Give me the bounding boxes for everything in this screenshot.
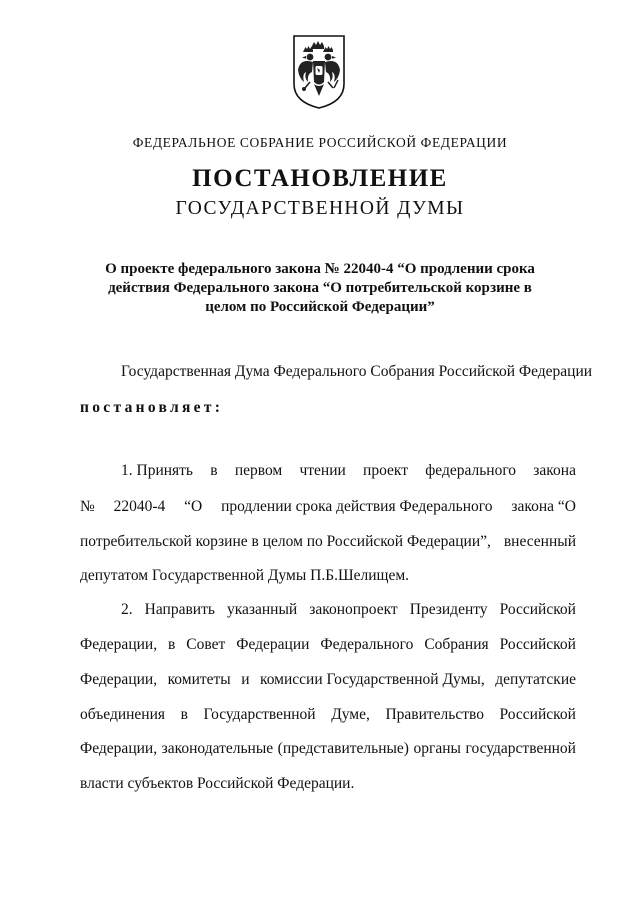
word: государственной (465, 740, 576, 757)
word: продлении срока действия Федерального (221, 498, 493, 515)
word: Направить (144, 601, 215, 618)
word: Федерации (236, 636, 310, 653)
paragraph-2-line (80, 671, 576, 689)
paragraph-1-line (80, 498, 576, 516)
word: Совет (186, 636, 226, 653)
word: первом (234, 462, 283, 479)
word: комиссии Государственной Думы, (259, 671, 485, 688)
coat-of-arms-emblem (290, 32, 348, 110)
word: объединения (80, 706, 166, 723)
word: в (168, 636, 176, 653)
word: законопроект (309, 601, 398, 618)
paragraph-2-line (80, 740, 576, 758)
word: 2. (121, 601, 133, 618)
word: в (210, 462, 218, 479)
paragraph-2-line (121, 601, 576, 619)
document-subtitle: ГОСУДАРСТВЕННОЙ ДУМЫ (175, 198, 465, 219)
word: федерального (425, 462, 517, 479)
subject-line: О проекте федерального закона № 22040-4 “О продлении срока (105, 261, 535, 277)
word: (представительные) (277, 740, 409, 757)
word: законодательные (161, 740, 274, 757)
word: проект (363, 462, 408, 479)
word: депутатские (495, 671, 576, 688)
word: Государственной (203, 706, 316, 723)
word: Российской (499, 636, 576, 653)
word: внесенный (503, 533, 576, 550)
paragraph-1-line (121, 462, 576, 480)
preamble-text: Государственная Дума Федерального Собрания Российской Федерации (121, 363, 593, 380)
word: “О (184, 498, 203, 515)
decides-keyword: постановляет: (80, 399, 224, 416)
subject-line: целом по Российской Федерации” (205, 299, 435, 315)
word: указанный (226, 601, 298, 618)
word: Правительство (385, 706, 484, 723)
word: Собрания (424, 636, 489, 653)
word: Федерации, (80, 671, 158, 688)
word: 22040-4 (113, 498, 166, 515)
word: комитеты (167, 671, 231, 688)
word: закона (533, 462, 576, 479)
word: закона “О (511, 498, 576, 515)
word: потребительской корзине в целом по Российской Федерации”, (80, 533, 491, 550)
subject-line: действия Федерального закона “О потребительской корзине в (108, 280, 532, 296)
word: и (241, 671, 250, 688)
word: Федерального (320, 636, 414, 653)
word: № (80, 498, 95, 515)
word: Думе, (331, 706, 370, 723)
word: Федерации, (80, 636, 158, 653)
word: в (180, 706, 188, 723)
word: чтении (299, 462, 346, 479)
word: Российской (499, 601, 576, 618)
paragraph-1-line (80, 533, 576, 551)
paragraph-2-line (80, 775, 576, 793)
word: Федерации, (80, 740, 158, 757)
word: власти субъектов Российской Федерации. (80, 775, 355, 792)
word: 1. Принять (121, 462, 194, 479)
paragraph-2-line (80, 636, 576, 654)
paragraph-2-line (80, 706, 576, 724)
word: Российской (499, 706, 576, 723)
paragraph-1-line (80, 567, 576, 585)
word: Президенту (409, 601, 488, 618)
document-title: ПОСТАНОВЛЕНИЕ (192, 165, 448, 192)
resolution-subject (100, 260, 540, 317)
word: органы (413, 740, 461, 757)
word: депутатом Государственной Думы П.Б.Шелищем. (80, 567, 410, 584)
eagle-icon (290, 32, 348, 110)
federal-assembly-heading: ФЕДЕРАЛЬНОЕ СОБРАНИЕ РОССИЙСКОЙ ФЕДЕРАЦИИ (132, 135, 508, 150)
